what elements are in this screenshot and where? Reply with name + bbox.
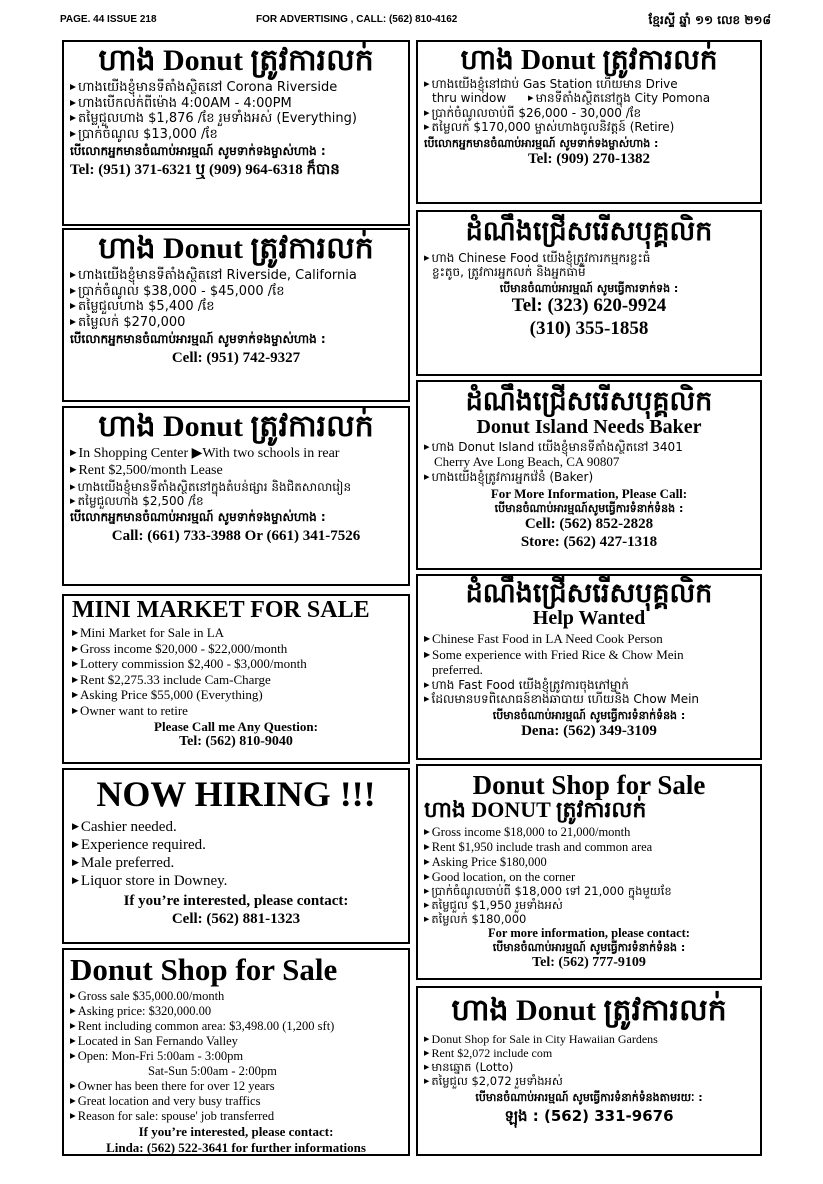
ad-subtitle: Donut Island Needs Baker — [476, 416, 702, 438]
ad-line: ▶ ហាងយើងខ្ញុំមានទីតាំងស្ថិតនៅ Corona Riverside — [70, 80, 402, 96]
ad-line: ▶ Male preferred. — [72, 854, 400, 872]
ad-help-wanted-cook — [416, 574, 762, 760]
phone-number: Cell: (562) 852-2828 — [524, 516, 654, 533]
ad-line: ▶ តម្លៃលក់ $270,000 — [70, 315, 402, 331]
ad-title: ហាង Donut ត្រូវការលក់ — [460, 43, 718, 76]
ad-line: ▶ Gross income $20,000 - $22,000/month — [72, 641, 400, 657]
ad-donut-riverside — [62, 228, 410, 402]
page-header — [60, 14, 771, 30]
ad-title: ហាង Donut ត្រូវការលក់ — [98, 231, 374, 266]
phone-number: Tel: (951) 371-6321 ឬ (909) 964-6318 ក៏បាន — [70, 161, 340, 178]
ad-line: ▶ ដែលមានបទពិសោធន៍ខាងឆាបាយ ហើយនិង Chow Mein — [424, 692, 754, 706]
ad-line: ▶ Some experience with Fried Rice & Chow Mein — [424, 647, 754, 663]
ad-line: ▶ តម្លៃជួល $2,072 រួមទាំងអស់ — [424, 1075, 754, 1089]
ad-title: ហាង Donut ត្រូវការលក់ — [451, 993, 727, 1028]
ad-line: ▶ Owner has been there for over 12 years — [70, 1079, 402, 1094]
ad-line: ▶ តម្លៃជួលហាង $5,400 /ខែ — [70, 299, 402, 315]
ad-line: Sat-Sun 5:00am - 2:00pm — [148, 1064, 277, 1078]
ad-line: ▶ តម្លៃជួល $1,950 រួមទាំងអស់ — [424, 899, 754, 913]
ad-line: ▶ តម្លៃជួលហាង $1,876 /ខែ រួមទាំងអស់ (Everything) — [70, 111, 402, 127]
ad-chinese-food-hiring — [416, 210, 762, 376]
contact-label: បើលោកអ្នកមានចំណាប់អារម្មណ៍ សូមទាក់ទងម្ចាស់ហាង : — [70, 144, 326, 159]
ad-line: Cherry Ave Long Beach, CA 90807 — [434, 454, 620, 470]
contact-label: បើមានចំណាប់អារម្មណ៍ សូមធ្វើការទាក់ទង : — [499, 281, 679, 295]
ad-line: ▶ Good location, on the corner — [424, 870, 754, 885]
ad-line: ▶ Great location and very busy traffics — [70, 1094, 402, 1109]
ad-line: ▶ ហាងយើងខ្ញុំនៅជាប់ Gas Station ហើយមាន Drive — [424, 77, 754, 91]
ad-line: ខ្លះតូច, ត្រូវការអ្នកលក់ និងអ្នកធាមី — [432, 265, 586, 280]
ad-title: NOW HIRING !!! — [96, 774, 376, 814]
ad-line: ▶ Gross sale $35,000.00/month — [70, 989, 402, 1004]
ad-line: ▶ Liquor store in Downey. — [72, 872, 400, 890]
phone-number: Tel: (323) 620-9924 — [511, 294, 667, 316]
ad-line: ▶ ហាងយើងខ្ញុំមានទីតាំងស្ថិតនៅ Riverside, California — [70, 268, 402, 284]
ad-donut-hawaiian-gardens — [416, 986, 762, 1156]
ad-title: ដំណឹងជ្រើសរើសបុគ្គលិក — [465, 386, 713, 416]
ad-line: ▶ ហាង Chinese Food យើងខ្ញុំត្រូវការកម្មករខ្លះធំ — [424, 251, 754, 265]
ad-line: ▶ មានឆ្នោត (Lotto) — [424, 1061, 754, 1075]
ad-line: thru window — [432, 91, 507, 106]
ad-line: ▶ Lottery commission $2,400 - $3,000/month — [72, 656, 400, 672]
page-number: PAGE. 44 ISSUE 218 — [60, 14, 157, 25]
ad-line: ▶ Asking Price $180,000 — [424, 855, 754, 870]
ad-line: ▶ ប្រាក់ចំណូលចាប់ពី $26,000 - 30,000 /ខែ — [424, 106, 754, 120]
phone-number-2: (310) 355-1858 — [529, 317, 649, 339]
ad-line: ▶ Open: Mon-Fri 5:00am - 3:00pm — [70, 1049, 402, 1064]
ad-line: ▶ តម្លៃជួលហាង $2,500 /ខែ — [70, 494, 402, 508]
contact-label-khmer: បើមានចំណាប់អារម្មណ៍សូមធ្វើការទំនាក់ទំនង : — [494, 501, 684, 515]
ad-line: ▶ Cashier needed. — [72, 818, 400, 836]
phone-number: Cell: (562) 881-1323 — [171, 911, 301, 927]
phone-number: Linda: (562) 522-3641 for further informations — [106, 1139, 366, 1155]
ad-line: ▶ ហាង Donut Island យើងខ្ញុំមានទីតាំងស្ថិតនៅ 3401 — [424, 440, 754, 454]
contact-label: For more information, please contact: — [488, 926, 690, 941]
contact-label: For More Information, Please Call: — [490, 486, 688, 502]
ad-line: preferred. — [432, 662, 483, 678]
contact-label: បើលោកអ្នកមានចំណាប់អារម្មណ៍ សូមទាក់ទងម្ចាស់ហាង : — [70, 510, 326, 525]
ad-donut-island-baker — [416, 380, 762, 570]
ad-line: ▶ តម្លៃលក់ $180,000 — [424, 913, 754, 927]
ad-title-khmer: ហាង DONUT ត្រូវការលក់ — [424, 797, 647, 823]
ad-line: ▶ ហាងបើកលក់ពីម៉ោង 4:00AM - 4:00PM — [70, 96, 402, 112]
ad-title: ដំណឹងជ្រើសរើសបុគ្គលិក — [465, 578, 713, 608]
khmer-issue-date: ខ្មែរស្ទី ឆ្នាំ ១១ លេខ ២១៨ — [648, 13, 771, 27]
ad-line: ▶ តម្លៃលក់ $170,000 ម្ចាស់ហាងចូលនិវត្តន៍ (Retire) — [424, 120, 754, 134]
phone-number: Tel: (909) 270-1382 — [528, 150, 650, 167]
ad-line: ▶ Rent $2,072 include com — [424, 1046, 754, 1060]
phone-number: Cell: (951) 742-9327 — [171, 349, 301, 366]
ad-donut-shopping-center — [62, 406, 410, 586]
ad-title: ហាង Donut ត្រូវការលក់ — [98, 43, 374, 78]
ad-title: ហាង Donut ត្រូវការលក់ — [98, 409, 374, 444]
ad-line: ▶ Gross income $18,000 to 21,000/month — [424, 825, 754, 840]
phone-number: Tel: (562) 777-9109 — [532, 954, 646, 970]
phone-number-2: Store: (562) 427-1318 — [520, 534, 658, 551]
ad-line: ▶ Rent including common area: $3,498.00 (1,200 sft) — [70, 1019, 402, 1034]
contact-label: បើលោកអ្នកមានចំណាប់អារម្មណ៍ សូមទាក់ទងម្ចាស់ហាង : — [424, 136, 659, 150]
ad-line: ▶ Experience required. — [72, 836, 400, 854]
ad-title: Donut Shop for Sale — [70, 952, 338, 987]
ad-line: ▶ Chinese Fast Food in LA Need Cook Person — [424, 631, 754, 647]
contact-label: If you’re interested, please contact: — [123, 893, 349, 909]
ad-title: Donut Shop for Sale — [472, 770, 706, 800]
ad-line: ▶ ប្រាក់ចំណូលចាប់ពី $18,000 ទៅ 21,000 ក្នុងមួយខែ — [424, 885, 754, 899]
ad-line: ▶ មានទីតាំងស្ថិតនៅក្នុង City Pomona — [528, 91, 710, 105]
phone-number: ឡុង : (562) 331-9676 — [504, 1106, 674, 1125]
ad-donut-shop-sale-valley — [62, 948, 410, 1156]
ad-title: MINI MARKET FOR SALE — [72, 597, 370, 623]
ad-line: ▶ Mini Market for Sale in LA — [72, 625, 400, 641]
ad-line: ▶ Rent $2,500/month Lease — [70, 463, 402, 480]
ad-line: ▶ ហាង Fast Food យើងខ្ញុំត្រូវការចុងភៅម្នាក់ — [424, 678, 754, 692]
phone-number: Dena: (562) 349-3109 — [521, 722, 657, 739]
advertising-contact: FOR ADVERTISING , CALL: (562) 810-4162 — [256, 14, 458, 25]
ad-donut-shop-sale-corner — [416, 764, 762, 980]
contact-label-khmer: បើមានចំណាប់អារម្មណ៍ សូមធ្វើការទំនាក់ទំនង : — [492, 941, 686, 955]
ad-title: ដំណឹងជ្រើសរើសបុគ្គលិក — [465, 216, 713, 246]
ad-line: ▶ ហាងយើងខ្ញុំត្រូវការអ្នកវ៉េនំ (Baker) — [424, 470, 754, 484]
ad-line: ▶ Asking Price $55,000 (Everything) — [72, 687, 400, 703]
ad-line: ▶ In Shopping Center ▶With two schools in rear — [70, 446, 402, 463]
ad-donut-corona — [62, 40, 410, 226]
phone-number: Call: (661) 733-3988 Or (661) 341-7526 — [111, 527, 361, 544]
contact-label: បើលោកអ្នកមានចំណាប់អារម្មណ៍ សូមទាក់ទងម្ចាស់ហាង : — [70, 332, 326, 347]
contact-label: Please Call me Any Question: — [154, 718, 318, 734]
contact-label: បើមានចំណាប់អារម្មណ៍ សូមធ្វើការទំនាក់ទំនង : — [492, 708, 686, 722]
contact-label: បើមានចំណាប់អារម្មណ៍ សូមធ្វើការទំនាក់ទំនងតាមរយៈ : — [475, 1091, 703, 1105]
ad-line: ▶ Asking price: $320,000.00 — [70, 1004, 402, 1019]
ad-line: ▶ Owner want to retire — [72, 703, 400, 719]
ad-line: ▶ ហាងយើងខ្ញុំមានទីតាំងស្ថិតនៅក្នុងតំបន់ផ្សារ និងជិតសាលារៀន — [70, 480, 402, 494]
ad-line: ▶ ប្រាក់ចំណូល $13,000 /ខែ — [70, 127, 402, 143]
phone-number: Tel: (562) 810-9040 — [179, 734, 293, 750]
ad-line: ▶ Rent $2,275.33 include Cam-Charge — [72, 672, 400, 688]
contact-label: If you’re interested, please contact: — [138, 1124, 334, 1139]
ad-line: ▶ ប្រាក់ចំណូល $38,000 - $45,000 /ខែ — [70, 284, 402, 300]
ad-line: ▶ Donut Shop for Sale in City Hawaiian Gardens — [424, 1032, 754, 1046]
ad-line: ▶ Located in San Fernando Valley — [70, 1034, 402, 1049]
ad-line: ▶ Reason for sale: spouse' job transferred — [70, 1109, 402, 1124]
ad-now-hiring — [62, 768, 410, 944]
ad-subtitle: Help Wanted — [532, 607, 646, 629]
ad-mini-market — [62, 594, 410, 764]
ad-line: ▶ Rent $1,950 include trash and common area — [424, 840, 754, 855]
ad-donut-pomona — [416, 40, 762, 204]
